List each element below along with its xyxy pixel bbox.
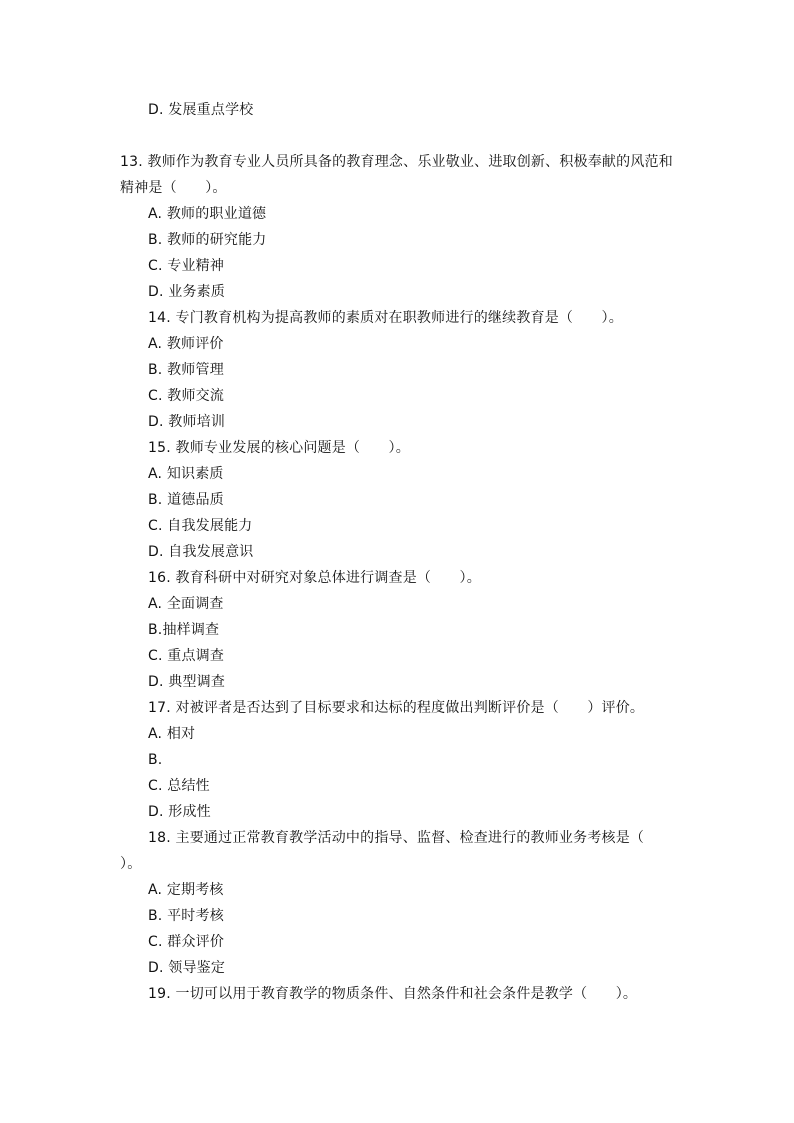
option-line: D. 形成性 <box>148 804 211 820</box>
option-line: D. 典型调查 <box>148 674 226 690</box>
option-line: A. 教师的职业道德 <box>148 206 267 222</box>
question-line: 13. 教师作为教育专业人员所具备的教育理念、乐业敬业、进取创新、积极奉献的风范和 <box>120 154 673 170</box>
option-line: D. 领导鉴定 <box>148 960 226 976</box>
option-line: D. 自我发展意识 <box>148 544 254 560</box>
option-line: C. 群众评价 <box>148 934 225 950</box>
option-line: B. 教师的研究能力 <box>148 232 267 248</box>
option-line: B. 平时考核 <box>148 908 224 924</box>
option-line: A. 知识素质 <box>148 466 224 482</box>
option-line: B. 道德品质 <box>148 492 224 508</box>
option-line: C. 教师交流 <box>148 388 225 404</box>
question-line: 精神是（ ）。 <box>120 180 227 196</box>
question-line: 18. 主要通过正常教育教学活动中的指导、监督、检查进行的教师业务考核是（ <box>148 830 645 846</box>
option-line: C. 总结性 <box>148 778 210 794</box>
option-line: D. 发展重点学校 <box>148 102 254 118</box>
option-line: C. 自我发展能力 <box>148 518 253 534</box>
option-line: C. 重点调查 <box>148 648 225 664</box>
option-line: B. 教师管理 <box>148 362 224 378</box>
option-line: A. 全面调查 <box>148 596 224 612</box>
option-line: D. 业务素质 <box>148 284 226 300</box>
option-line: A. 相对 <box>148 726 196 742</box>
option-line: C. 专业精神 <box>148 258 225 274</box>
option-line: D. 教师培训 <box>148 414 226 430</box>
question-line: 19. 一切可以用于教育教学的物质条件、自然条件和社会条件是教学（ ）。 <box>148 986 638 1002</box>
option-line: B. <box>148 752 163 768</box>
question-line: 17. 对被评者是否达到了目标要求和达标的程度做出判断评价是（ ）评价。 <box>148 700 645 716</box>
question-line: ）。 <box>120 856 142 872</box>
option-line: A. 教师评价 <box>148 336 224 352</box>
question-line: 15. 教师专业发展的核心问题是（ ）。 <box>148 440 410 456</box>
option-line: A. 定期考核 <box>148 882 224 898</box>
question-line: 16. 教育科研中对研究对象总体进行调查是（ ）。 <box>148 570 481 586</box>
option-line: B.抽样调查 <box>148 622 220 638</box>
question-line: 14. 专门教育机构为提高教师的素质对在职教师进行的继续教育是（ ）。 <box>148 310 623 326</box>
